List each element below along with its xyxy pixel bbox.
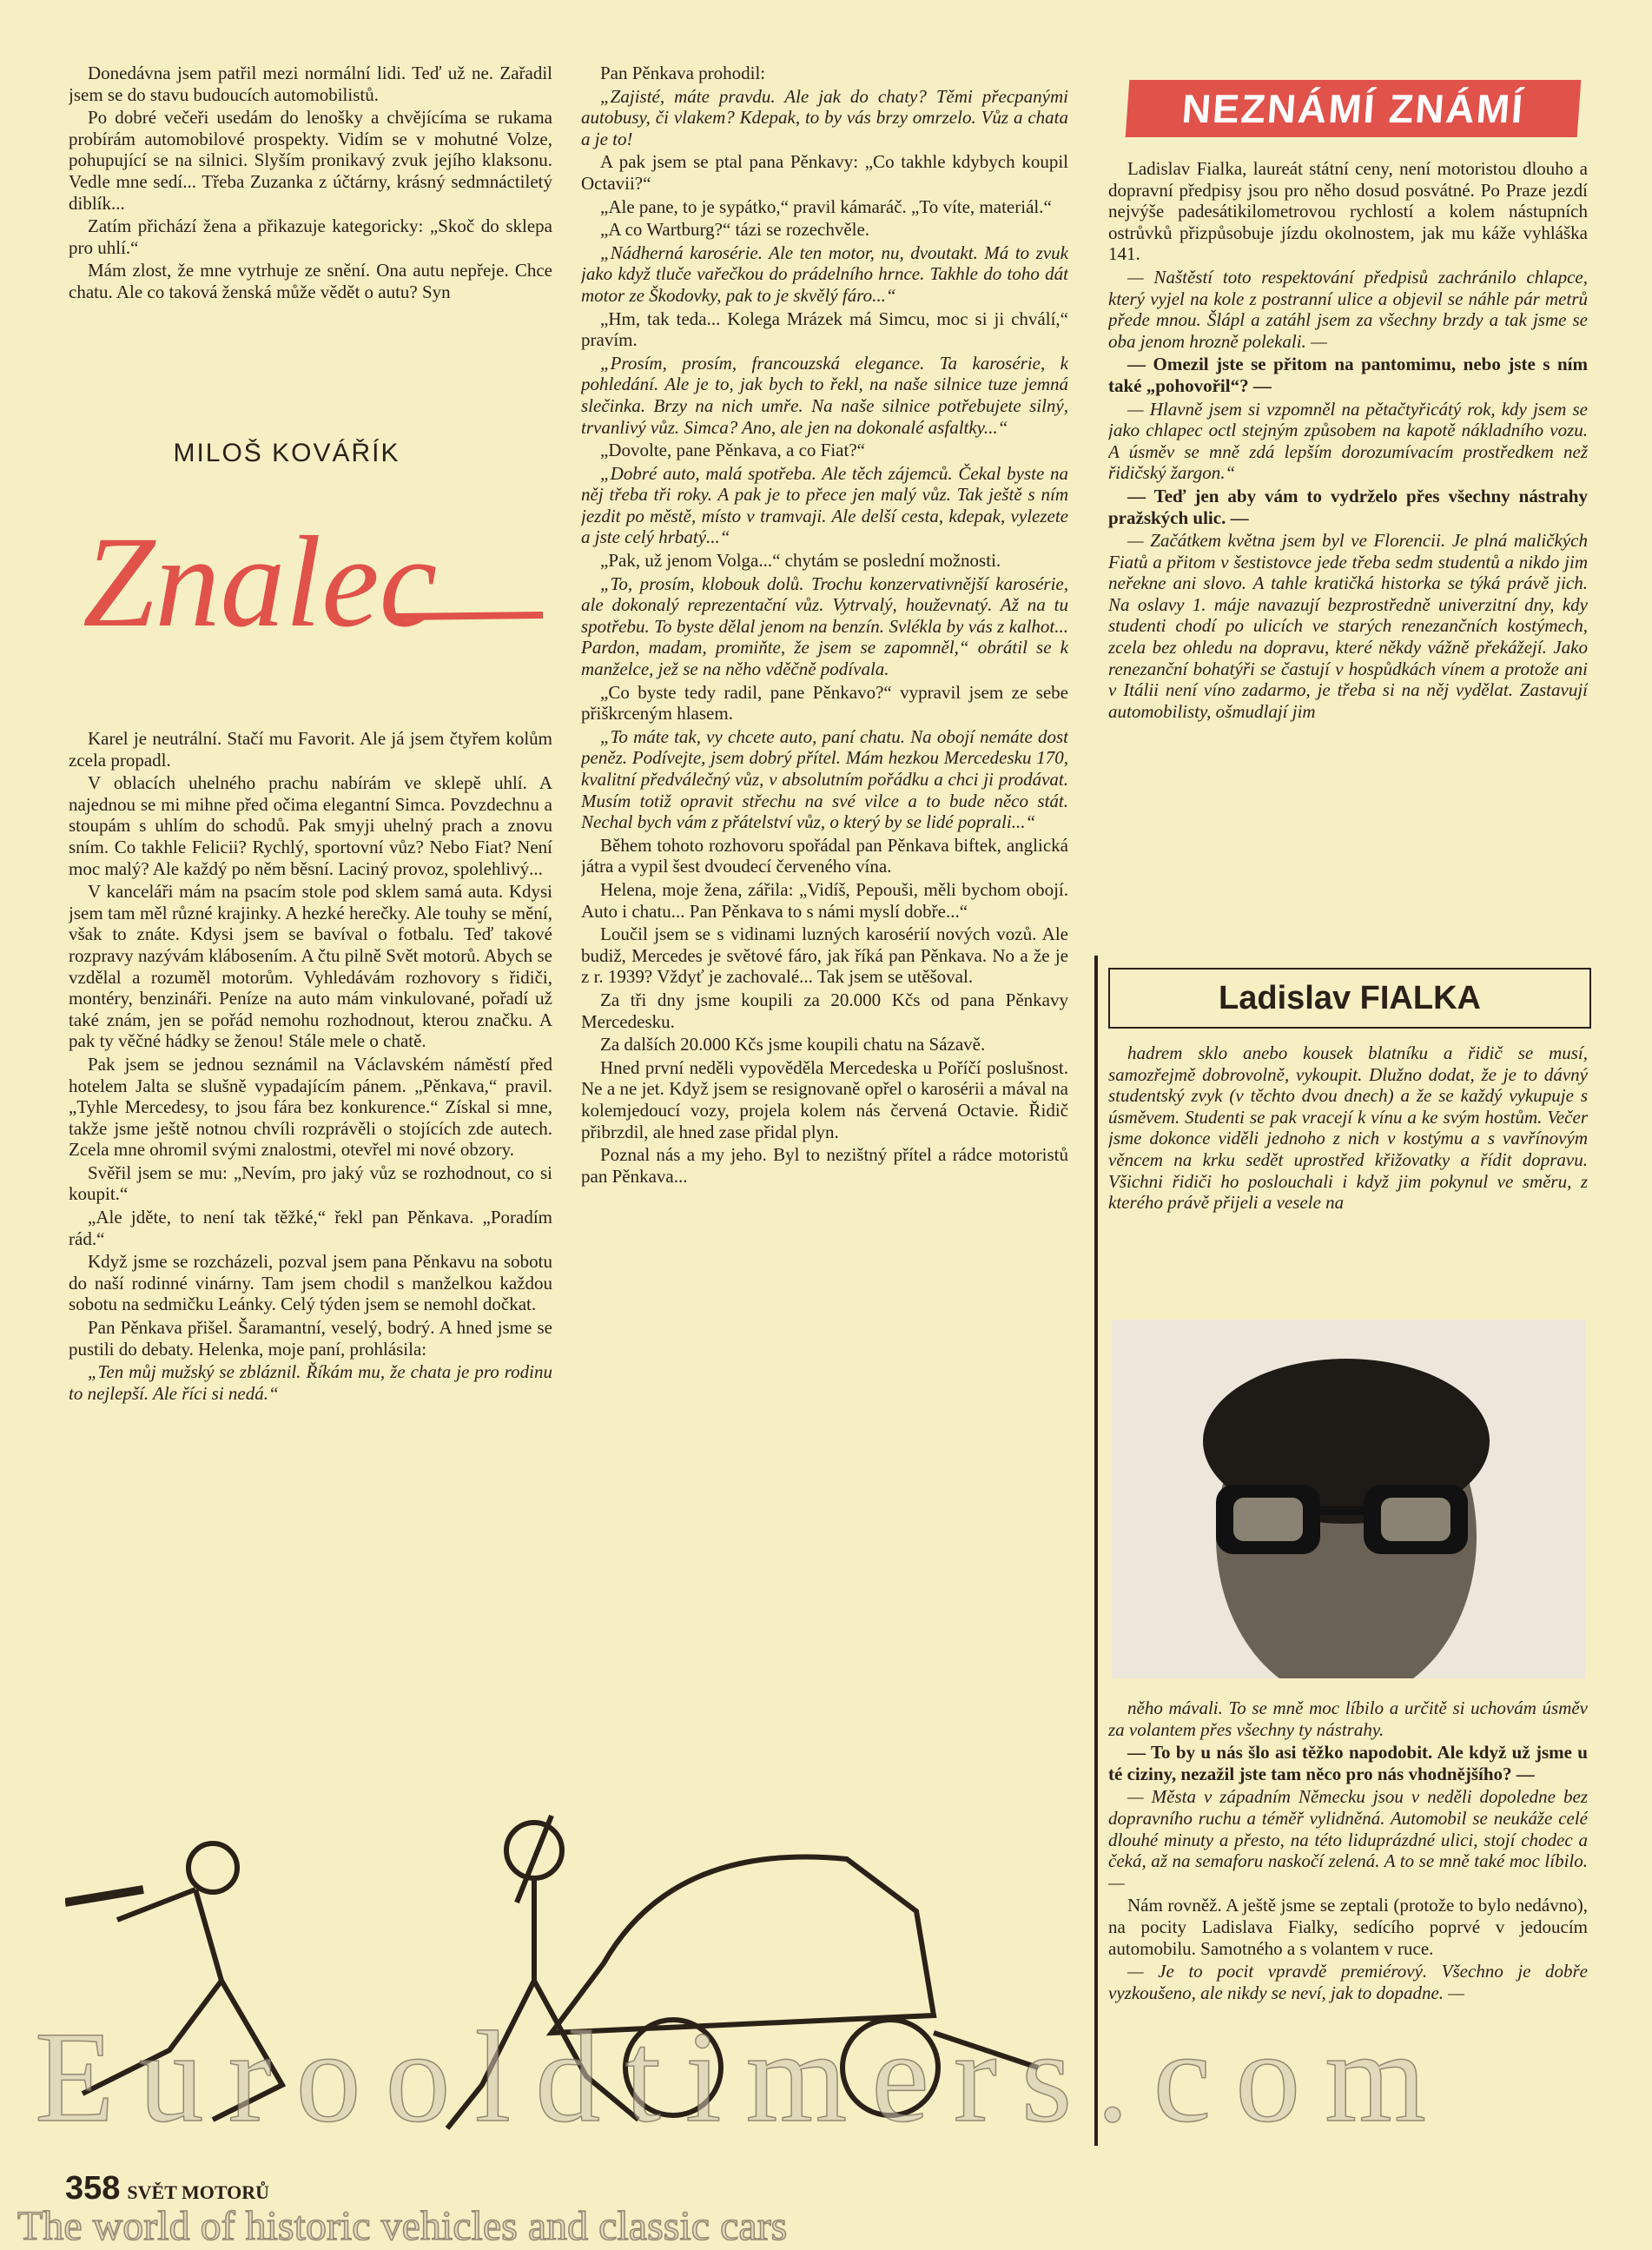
paragraph: Karel je neutrální. Stačí mu Favorit. Ale já jsem čtyřem kolům zcela propadl.: [69, 728, 552, 771]
paragraph: Pak jsem se jednou seznámil na Václavském náměstí před hotelem Jalta se slušně vypadajícím pánem. „Pěnkava,“ pravil. „Tyhle Mercedesy, to jsou fára bez konkurence.“ Získal si mne, takže jsme ještě notnou chvíli rozprávěli o stojících zde autech. Zcela mne ohromil svými znalostmi, otevřel mi nové obzory.: [69, 1053, 552, 1161]
interview-header: NEZNÁMÍ ZNÁMÍ: [1126, 80, 1582, 137]
paragraph: „Ten můj mužský se zbláznil. Říkám mu, že chata je pro rodinu to nejlepší. Ale říci si nedá.“: [69, 1361, 552, 1404]
paragraph: Hned první neděli vypověděla Mercedeska u Poříčí poslušnost. Ne a ne jet. Když jsem se resignovaně opřel o karosérii a mával na kolemjedoucí vozy, projela kolem nás červená Octavie. Řidič přibrzdil, ale hned zase přidal plyn.: [581, 1056, 1068, 1142]
watermark-tagline: The world of historic vehicles and classic cars: [17, 2203, 788, 2249]
article-author: MILOŠ KOVÁŘÍK: [173, 439, 400, 467]
paragraph: — Začátkem května jsem byl ve Florencii. Je plná maličkých Fiatů a přitom v šestistovce jede třeba sedm studentů a nikdo jim neřekne ani slovo. A tahle kratičká historka se týká právě jich. Na oslavy 1. máje navazují bezprostředně univerzitní dny, kdy studenti chodí po ulicích ve starých renezančních kostýmech, zcela bez ohledu na dopravu, které někdy vážně překážejí. Jako renezanční bohatýři se častují v hospůdkách vínem a protože ani v Itálii není víno zadarmo, je třeba si na něj vydělat. Zastavují automobilisty, ošmudlají jim: [1108, 530, 1588, 722]
paragraph: Ladislav Fialka, laureát státní ceny, není motoristou dlouho a dopravní předpisy jsou pro něho dosud posvátné. Po Praze jezdí nejvýše padesátikilometrovou rychlostí a kolem nástupních ostrůvků přizpůsobuje jízdu okolnostem, jak mu káže vyhláška 141.: [1108, 158, 1588, 265]
column-divider: [1094, 956, 1098, 2146]
article-title-logo: [65, 513, 552, 669]
paragraph: Za tři dny jsme koupili za 20.000 Kčs od pana Pěnkavy Mercedesku.: [581, 989, 1068, 1032]
paragraph: hadrem sklo anebo kousek blatníku a řidič se musí, samozřejmě dobrovolně, vykoupit. Dlužno dodat, že je to dávný studentský zvyk (v těchto dvou dnech) a že se každý vykupuje s úsměvem. Studenti se pak vracejí k vínu a ke svým hostům. Večer jsme dokonce viděli jednoho z nich v kostýmu a s vavřínovým věncem na krku sedět uprostřed křižovatky a řídit dopravu. Všichni řidiči ho poslouchali i když jim pokynul ve směru, z kterého právě přijeli a vesele na: [1108, 1042, 1588, 1214]
paragraph: „Ale pane, to je sypátko,“ pravil kámaráč. „To víte, materiál.“: [600, 195, 1052, 217]
paragraph: — To by u nás šlo asi těžko napodobit. Ale když už jsme u té ciziny, nezažil jste tam něco pro nás vhodnějšího? —: [1108, 1742, 1588, 1784]
paragraph: „To, prosím, klobouk dolů. Trochu konzervativnější karosérie, ale dokonalý reprezentační vůz. Vytrvalý, houževnatý. Až na tu spotřebu. To byste dělal jenom na benzín. Svlékla by vás z kalhot... Pardon, madam, promiňte, že jsem se zapomněl,“ obrátil se k manželce, jež se na něho vděčně podívala.: [581, 572, 1068, 680]
interviewee-name: Ladislav FIALKA: [1108, 968, 1591, 1029]
paragraph: něho mávali. To se mně moc líbilo a určitě si uchovám úsměv za volantem přes všechny ty nástrahy.: [1108, 1697, 1588, 1740]
page-number: 358: [65, 2170, 121, 2207]
paragraph: A pak jsem se ptal pana Pěnkavy: „Co takhle kdybych koupil Octavii?“: [581, 151, 1068, 194]
paragraph: Po dobré večeři usedám do lenošky a chvějícíma se rukama probírám automobilové prospekty. Vidím se v mohutné Volze, pohupující se na silnici. Slyším pronikavý zvuk jejího klaksonu. Vedle mne sedí... Třeba Zuzanka z účtárny, krásný sedmnáctiletý diblík...: [69, 107, 552, 214]
paragraph: Mám zlost, že mne vytrhuje ze snění. Ona autu nepřeje. Chce chatu. Ale co taková ženská může vědět o autu? Syn: [69, 260, 552, 302]
paragraph: „Nádherná karosérie. Ale ten motor, nu, dvoutakt. Má to zvuk jako když tluče vařečkou do prádelního hrnce. Takhle do toho dát motor ze Škodovky, pak to je skvělý fáro...“: [581, 242, 1068, 306]
paragraph: „Prosím, prosím, francouzská elegance. Ta karosérie, k pohledání. Ale je to, jak bych to řekl, na naše silnice tuze jemná slečinka. Brzy na nich umře. Na naše silnice potřebujete silný, trvanlivý vůz. Simca? Ano, ale jen na dokonalé asfaltky...“: [581, 352, 1068, 438]
paragraph: Pan Pěnkava přišel. Šaramantní, veselý, bodrý. A hned jsme se pustili do debaty. Helenka, moje paní, prohlásila:: [69, 1317, 552, 1360]
paragraph: Pan Pěnkava prohodil:: [600, 63, 766, 83]
paragraph: Helena, moje žena, zářila: „Vidíš, Pepouši, měli bychom obojí. Auto i chatu... Pan Pěnkava to s námi myslí dobře...“: [581, 878, 1068, 922]
paragraph: — Města v západním Německu jsou v neděli dopoledne bez dopravního ruchu a téměř vylidněná. Automobil se neukáže celé dlouhé minuty a přesto, na této liduprázdné ulici, stojí chodec a čeká, až na semaforu naskočí zelená. A to se mně také moc líbilo. —: [1108, 1786, 1588, 1893]
portrait-photo: [1112, 1320, 1585, 1678]
article-column-1-bottom: [69, 728, 552, 1744]
magazine-name: SVĚT MOTORŮ: [127, 2181, 270, 2203]
interview-column-mid: [1108, 1042, 1588, 1303]
paragraph: — Naštěstí toto respektování předpisů zachránilo chlapce, který vyjel na kole z postranní ulice a objevil se náhle pár metrů přede mnou. Šlápl a zatáhl jsem za všechny brzdy a tak jsme se oba jenom hrozně polekali. —: [1108, 266, 1588, 352]
article-column-1-top: [69, 63, 552, 410]
paragraph: „A co Wartburg?“ tázi se rozechvěle.: [600, 219, 870, 241]
paragraph: Když jsme se rozcházeli, pozval jsem pana Pěnkavu na sobotu do naší rodinné vinárny. Tam jsem chodil s manželkou každou sobotu na sedmičku Leánky. Celý týden jsem se nemohl dočkat.: [69, 1251, 552, 1315]
paragraph: „Dobré auto, malá spotřeba. Ale těch zájemců. Čekal byste na něj třeba tři roky. A pak je to přece jen malý vůz. Tak ještě s ním jezdit po městě, místo v tramvaji. Ale delší cesta, kdepak, vylezete a jste celý hrbatý...“: [581, 462, 1068, 548]
paragraph: Během tohoto rozhovoru spořádal pan Pěnkava biftek, anglická játra a vypil šest dvoudecí červeného vína.: [581, 834, 1068, 877]
paragraph: Loučil jsem se s vidinami luzných karosérií nových vozů. Ale budiž, Mercedes je světové fáro, jak říká pan Pěnkava. No a že je z r. 1939? Vždyť je zachovalé... Tak jsem se utěšoval.: [581, 923, 1068, 988]
paragraph: V oblacích uhelného prachu nabírám ve sklepě uhlí. A najednou se mi mihne před očima elegantní Simca. Povzdechnu a stoupám s uhlím do schodů. Pak smyji uhelný prach a znovu sním. Co takhle Felicii? Rychlý, sportovní vůz? Nebo Fiat? Není moc malý? Ale každý po něm běsní. Laciný provoz, spolehlivý...: [69, 772, 552, 879]
watermark-site: Eurooldtimers.com: [35, 2005, 1450, 2149]
paragraph: „Ale jděte, to není tak těžké,“ řekl pan Pěnkava. „Poradím rád.“: [69, 1207, 552, 1249]
paragraph: „Dovolte, pane Pěnkava, a co Fiat?“: [600, 440, 865, 461]
paragraph: „To máte tak, vy chcete auto, paní chatu. Na obojí nemáte dost peněz. Podívejte, jsem dobrý přítel. Mám hezkou Mercedesku 170, kvalitní předválečný vůz, v absolutním pořádku a chci ji prodávat. Musím totiž opravit střechu na své vilce a to bude něco stát. Nechal bych vám z přátelství vůz, o který by se lidé poprali...“: [581, 725, 1068, 833]
paragraph: „Co byste tedy radil, pane Pěnkavo?“ vypravil jsem ze sebe přiškrceným hlasem.: [581, 681, 1068, 725]
paragraph: Nám rovněž. A ještě jsme se zeptali (protože to bylo nedávno), na pocity Ladislava Fialky, sedícího poprvé v jedoucím automobilu. Samotného a s volantem v ruce.: [1108, 1895, 1588, 1959]
paragraph: „Hm, tak teda... Kolega Mrázek má Simcu, moc si ji chválí,“ pravím.: [581, 308, 1068, 351]
paragraph: „Pak, už jenom Volga...“ chytám se poslední možnosti.: [600, 550, 1001, 572]
paragraph: Zatím přichází žena a přikazuje kategoricky: „Skoč do sklepa pro uhlí.“: [69, 215, 552, 258]
interview-column-top: [1108, 158, 1588, 950]
paragraph: Svěřil jsem se mu: „Nevím, pro jaký vůz se rozhodnout, co si koupit.“: [69, 1161, 552, 1205]
paragraph: — Omezil jste se přitom na pantomimu, nebo jste s ním také „pohovořil“? —: [1108, 354, 1588, 396]
article-title: Znalec: [83, 513, 438, 654]
paragraph: — Je to pocit vpravdě premiérový. Všechno je dobře vyzkoušeno, ale nikdy se neví, jak to dopadne. —: [1108, 1961, 1588, 2003]
paragraph: Donedávna jsem patřil mezi normální lidi. Teď už ne. Zařadil jsem se do stavu budoucích automobilistů.: [69, 63, 552, 105]
paragraph: — Hlavně jsem si vzpomněl na pětačtyřicátý rok, kdy jsem se jako chlapec octl stejným způsobem na kapotě nákladního vozu. A úsměv se mně zdá lepším dorozumívacím prostředkem než řidičský žargon.“: [1108, 398, 1588, 484]
paragraph: — Teď jen aby vám to vydrželo přes všechny nástrahy pražských ulic. —: [1108, 485, 1588, 528]
paragraph: Za dalších 20.000 Kčs jsme koupili chatu na Sázavě.: [600, 1034, 986, 1056]
paragraph: Poznal nás a my jeho. Byl to nezištný přítel a rádce motoristů pan Pěnkava...: [581, 1144, 1068, 1187]
paragraph: V kanceláři mám na psacím stole pod sklem samá auta. Kdysi jsem tam měl různé krajinky. A hezké herečky. Ale touhy se mění, však to znáte. Kdysi jsem se bavíval o fotbalu. Teď takové rozpravy nazývám klábosením. A čtu pilně Svět motorů. Abych se vzdělal a rozuměl motorům. Vyhledávám rozhovory s řidiči, montéry, benzináři. Peníze na auto mám vinkulované, pořadí už také znám, jen se pořád nemohu rozhodnout, kterou značku. A pak ty věčné hádky se ženou! Stále mele o chatě.: [69, 881, 552, 1052]
paragraph: „Zajisté, máte pravdu. Ale jak do chaty? Těmi přecpanými autobusy, či vlakem? Kdepak, to by vás brzy omrzelo. Vůz a chata a je to!: [581, 85, 1068, 149]
article-column-2: [581, 63, 1068, 1744]
